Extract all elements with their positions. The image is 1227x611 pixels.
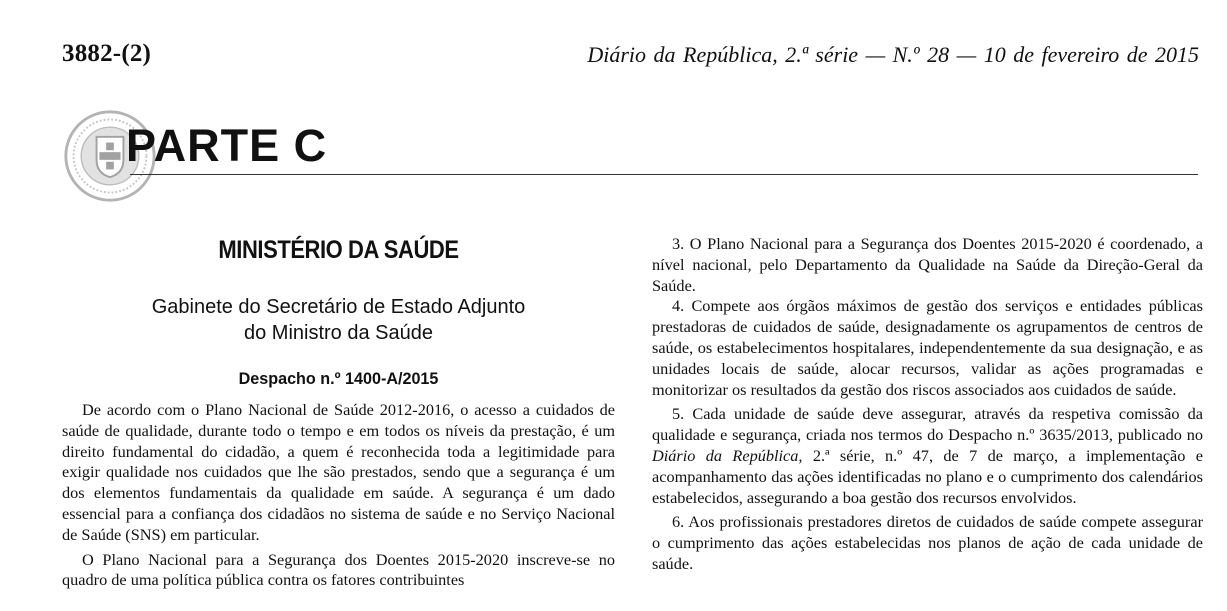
office-line-1: Gabinete do Secretário de Estado Adjunto bbox=[151, 296, 526, 318]
paragraph-3: 3. O Plano Nacional para a Segurança dos Doentes 2015-2020 é coordenado, a nível nacional, pelo Departamento da Qualidade na Saúde da Direção-Geral da Saúde. bbox=[652, 234, 1203, 295]
paragraph-5-end: 2.ª série, n.º 47, de 7 de março, a implementação e acompanhamento das ações identificadas no plano e o cumprimento dos calendários estabelecidos, assegurando a boa gestão dos recursos envolvidos. bbox=[652, 445, 1203, 507]
office-line-2: do Ministro da Saúde bbox=[243, 322, 433, 344]
part-divider bbox=[130, 174, 1198, 175]
part-title: PARTE C bbox=[126, 120, 328, 171]
running-header: Diário da República, 2.ª série — N.º 28 — 10 de fevereiro de 2015 bbox=[587, 42, 1199, 67]
office-heading bbox=[62, 294, 615, 346]
left-column bbox=[62, 400, 615, 595]
paragraph-5 bbox=[652, 404, 1203, 508]
paragraph-5-start: 5. Cada unidade de saúde deve assegurar, através da respetiva comissão da qualidade e segurança, criada nos termos do Despacho n.º 3635/2013, publicado no bbox=[652, 404, 1203, 445]
dispatch-number: Despacho n.º 1400-A/2015 bbox=[238, 369, 439, 388]
ministry-heading: MINISTÉRIO DA SAÚDE bbox=[218, 236, 459, 264]
paragraph-plan: O Plano Nacional para a Segurança dos Doentes 2015-2020 inscreve-se no quadro de uma política pública contra os fatores contribuintes bbox=[62, 549, 615, 590]
paragraph-4: 4. Compete aos órgãos máximos de gestão dos serviços e entidades públicas prestadoras de cuidados de saúde, designadamente os agrupamentos de centros de saúde, os estabelecimentos hospitalares, independentemente da sua designação, e as unidades locais de saúde, alocar recursos, validar as ações programadas e monitorizar os resultados da gestão dos riscos associados aos cuidados de saúde. bbox=[652, 296, 1203, 399]
right-column bbox=[652, 234, 1203, 575]
paragraph-5-publication: Diário da República, bbox=[652, 445, 803, 465]
paragraph-intro: De acordo com o Plano Nacional de Saúde 2012-2016, o acesso a cuidados de saúde de qualidade, durante todo o tempo e em todos os níveis da prestação, é um direito fundamental do cidadão, a quem é reconhecida toda a legitimidade para exigir qualidade nos cuidados que lhe são prestados, sendo que a segurança é um dos elementos fundamentais da qualidade em saúde. A segurança é um dado essencial para a confiança dos cidadãos no sistema de saúde e no Serviço Nacional de Saúde (SNS) em particular. bbox=[62, 400, 615, 544]
page-number: 3882-(2) bbox=[62, 40, 152, 67]
paragraph-6: 6. Aos profissionais prestadores diretos de cuidados de saúde compete assegurar o cumprimento das ações estabelecidas nos planos de ação de cada unidade de saúde. bbox=[652, 512, 1203, 573]
